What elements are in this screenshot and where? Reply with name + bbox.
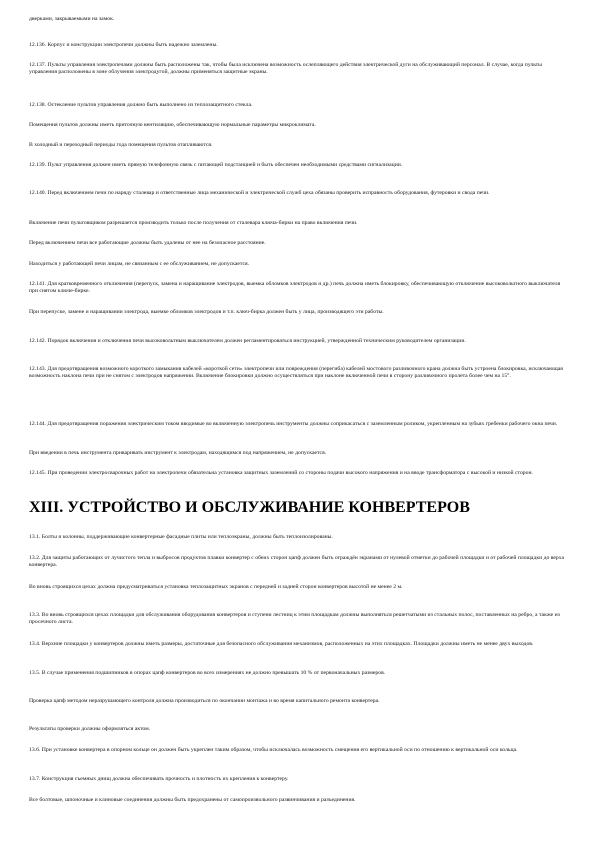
paragraph-13-7: 13.7. Конструкция съемных днищ должна обеспечивать прочность и плотность их крепления к конвертеру. — [29, 776, 289, 782]
paragraph-safe-distance: Перед включением печи все работающие должны быть удалены от нее на безопасное расстояние. — [29, 240, 266, 246]
paragraph-no-welding-tools: При введении в печь инструмента приваривать инструмент к электродам, находящимся под напряжением, не допускается. — [29, 450, 327, 456]
paragraph-13-4: 13.4. Верхние площадки у конвертеров должны иметь размеры, достаточные для безопасного обслуживания механизмов, расположенных на этих площадках. Площадки должны иметь не менее двух выходов. — [29, 641, 534, 647]
paragraph-key-holder: При перепуске, замене и наращивании электрода, выемке обломков электродов и т.п. ключ-бирка должен быть у лица, производящего эти работы. — [29, 309, 384, 315]
paragraph-13-6: 13.6. При установке конвертера в опорном кольце он должен быть укреплен таким образом, чтобы исключалась возможность смещения его вертикальной оси по отношению к вертикальной оси кольца. — [29, 747, 518, 753]
paragraph-12-136: 12.136. Корпус и конструкции электропечи должны быть надежно заземлены. — [29, 42, 218, 48]
paragraph-12-141: 12.141. Для кратковременного отключения (перепуск, замена и наращивание электродов, выемка обломков электродов и др.) печь должна иметь блокировку, обеспечивающую отключение высоковольтного выключателя при снятом ключе-бирке. — [29, 281, 561, 295]
paragraph-13-1: 13.1. Болты и колонны, поддерживающие конвертерные фасадные плиты или теплоэкраны, должны быть теплоизолированы. — [29, 534, 333, 540]
paragraph-no-outsiders: Находиться у работающей печи лицам, не связанным с ее обслуживанием, не допускается. — [29, 261, 250, 267]
paragraph-12-137: 12.137. Пульты управления электропечами должны быть расположены так, чтобы была исключена возможность ослепляющего действия электрической дуги на обслуживающий персонал. В случае, когда пульты управления расположены в зоне облучения электродугой, должны применяться защитные экраны. — [29, 62, 542, 76]
paragraph-trunnion-check: Проверка цапф методом неразрушающего контроля должна производиться по окончании монтажа и во время капитального ремонта конвертера. — [29, 698, 380, 704]
paragraph-key-tag: Включение печи пультовщиком разрешается производить только после получения от сталевара ключа-бирки на право включения печи. — [29, 220, 358, 226]
paragraph-heating: В холодный и переходный периоды года помещения пультов отапливаются. — [29, 142, 213, 148]
paragraph-12-139: 12.139. Пульт управления должен иметь прямую телефонную связь с питающей подстанцией и быть обеспечен необходимыми средствами сигнализации. — [29, 162, 403, 168]
paragraph-12-143: 12.143. Для предотвращения возможного короткого замыкания кабелей «короткой сети» электропечи или повреждения (перегиба) кабелей мостового разливочного крана должна быть устроена блокировка, исключающая возможность наклона печи при не снятом с электродов напряжении. Включение блокировки должно осуществляться при наклоне включенной печи в сторону разливочного пролета более чем на 15°. — [29, 366, 563, 380]
paragraph-13-3: 13.3. Во вновь строящихся цехах площадки для обслуживания оборудования конвертеров и ступени лестниц к этим площадкам должны выполняться решетчатыми из стальных полос, поставленных на ребро, а также из просечного листа. — [29, 612, 560, 626]
section-heading: XIII. УСТРОЙСТВО И ОБСЛУЖИВАНИЕ КОНВЕРТЕРОВ — [29, 499, 470, 516]
paragraph-12-145: 12.145. При проведении электросварочных работ на электропечи обязательна установка защитных заземлений со стороны подачи высокого напряжения и на вводе трансформатора с высокой и низкой сторон. — [29, 470, 533, 476]
paragraph-12-140: 12.140. Перед включением печи по наряду сталевар и ответственные лица механической и электрической служб цеха обязаны проверить исправность оборудования, футеровки и свода печи. — [29, 190, 490, 196]
paragraph-12-142: 12.142. Порядок включения и отключения печи высоковольтным выключателем должен регламентироваться инструкцией, утвержденной техническим руководителем организации. — [29, 338, 466, 344]
paragraph-12-138: 12.138. Остекление пультов управления должно быть выполнено из теплозащитного стекла. — [29, 102, 253, 108]
paragraph-13-2: 13.2. Для защиты работающих от лучистого тепла и выбросов продуктов плавки конвертер с обеих сторон цапф должен быть ограждён экранами от нулевой отметки до рабочей площадки и от рабочей площадки до верха конвертера. — [29, 555, 565, 569]
paragraph-act: Результаты проверки должны оформляться актом. — [29, 726, 151, 732]
paragraph-13-5: 13.5. В случае применения подшипников в опорах цапф конвертеров во всех измерениях не должно превышать 10 % от первоначальных размеров. — [29, 670, 386, 676]
paragraph-screens-new-shops: Во вновь строящихся цехах должна предусматриваться установка теплозащитных экранов с передней и задней сторон конвертеров высотой не менее 2 м. — [29, 584, 403, 590]
paragraph-ventilation: Помещения пультов должны иметь приточную вентиляцию, обеспечивающую нормальные параметры микроклимата. — [29, 122, 316, 128]
paragraph-12-144: 12.144. Для предотвращения поражения электрическим током вводимые во включенную электропечь инструменты должны соприкасаться с заземленным роликом, укрепленным на зубьях гребенки рабочего окна печи. — [29, 421, 558, 427]
paragraph-bolted-joints: Все болтовые, шпоночные и клиновые соединения должны быть предохранены от самопроизвольного развинчивания и разъединения. — [29, 797, 356, 803]
paragraph-continuation: дверками, закрываемыми на замок. — [29, 16, 115, 22]
